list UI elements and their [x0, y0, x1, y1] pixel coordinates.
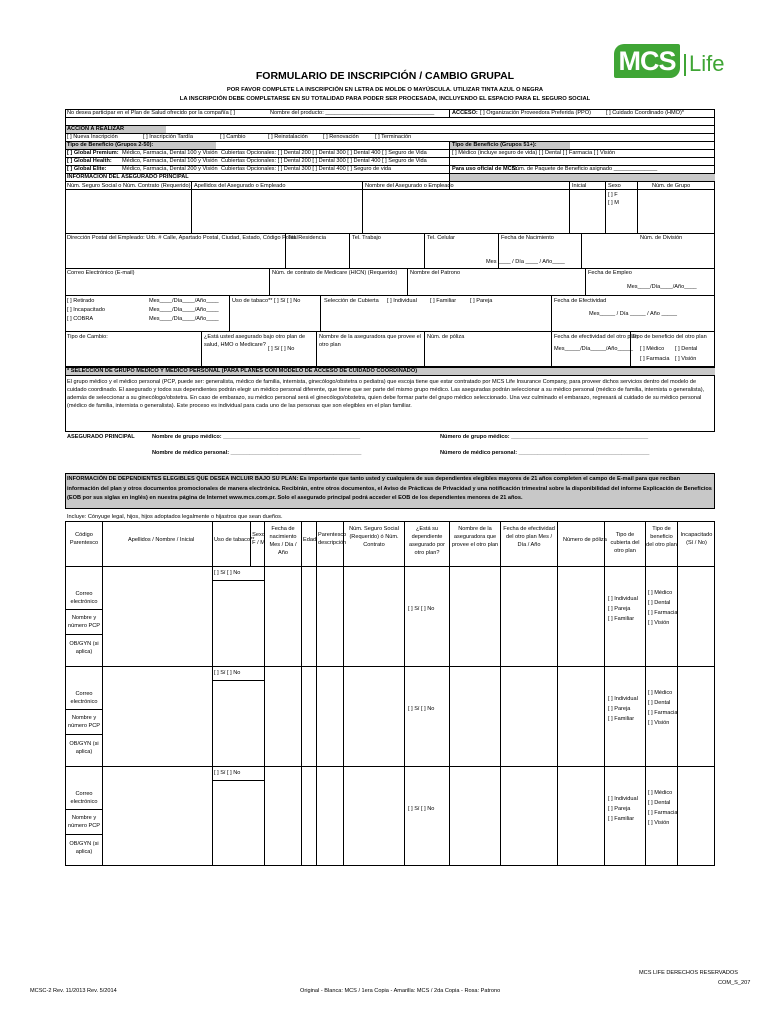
dep1-farmacia[interactable]: [ ] Farmacia: [648, 610, 678, 616]
global-premium-desc: Médico, Farmacia, Dental 100 y Visión: [122, 150, 218, 156]
nueva-inscripcion-checkbox[interactable]: [ ] Nueva Inscripción: [67, 134, 118, 140]
dep2-dental[interactable]: [ ] Dental: [648, 700, 671, 706]
dep3-farmacia[interactable]: [ ] Farmacia: [648, 810, 678, 816]
asegurado-principal-label: ASEGURADO PRINCIPAL: [67, 434, 135, 440]
dep1-dental[interactable]: [ ] Dental: [648, 600, 671, 606]
fecha-efectividad-label: Fecha de Efectividad: [554, 298, 607, 304]
global-elite-opcionales[interactable]: Cubiertas Opcionales: [ ] Dental 300 [ ] Dental 400 [ ] Seguro de vida: [221, 166, 392, 172]
global-premium-checkbox[interactable]: [ ] Global Premium:: [67, 150, 119, 156]
acceso-ppo-checkbox[interactable]: [ ] Organización Proveedora Preferida (PPO): [480, 110, 591, 116]
cobra-fecha[interactable]: Mes____/Día____/Año____: [149, 316, 219, 322]
grupo-medico-field[interactable]: Nombre de grupo médico: ____________________________________________: [152, 434, 361, 440]
tipo-cambio-field[interactable]: Tipo de Cambio:: [67, 334, 108, 340]
no-desea-participar[interactable]: No desea participar en el Plan de Salud ofrecido por la compañía [ ]: [67, 110, 235, 116]
col-num-seguro-social: Núm. Seguro Social (Requerido) ó Núm. Contrato: [349, 526, 399, 548]
sexo-m-checkbox[interactable]: [ ] M: [608, 200, 619, 206]
num-poliza-field[interactable]: Núm. de póliza: [427, 334, 465, 340]
asegurado-section-title: INFORMACIÓN DEL ASEGURADO PRINCIPAL: [67, 174, 189, 180]
nombre-producto-field[interactable]: Nombre del producto: ___________________________________: [270, 110, 435, 116]
terminacion-checkbox[interactable]: [ ] Terminación: [375, 134, 412, 140]
otro-medico-checkbox[interactable]: [ ] Médico: [640, 346, 665, 352]
dep1-medico[interactable]: [ ] Médico: [648, 590, 673, 596]
dep1-individual[interactable]: [ ] Individual: [608, 596, 638, 602]
dep1-obgyn-label: OB/GYN (si aplica): [69, 641, 99, 655]
uso-tabaco-checkbox[interactable]: Uso de tabaco** [ ] Sí [ ] No: [232, 298, 301, 304]
dep3-dental[interactable]: [ ] Dental: [648, 800, 671, 806]
aseguradora-otro-plan-field[interactable]: Nombre de la aseguradora que provee el otro plan: [319, 334, 421, 348]
dep2-individual[interactable]: [ ] Individual: [608, 696, 638, 702]
efectividad-otro-plan-label: Fecha de efectividad del otro plan: [554, 334, 638, 340]
pcp-description: El grupo médico y el médico personal (PCP, puede ser: generalista, médico de familia, internista, ginecólogo/obstetra o pediatra) que escoja tiene que estar contratado por MCS Life Insurance Company, para proveer dichos servicios dentro del modelo de cuidado coordinado. El asegurado y todos sus dependientes podrán elegir un médico personal diferente, que tiene que ser parte del mismo grupo médico. Las aseguradas podrán seleccionar a su médico personal (médico de familia, internista o generalista), además de seleccionar a su ginecólogo/obstetra. En caso de embarazo, su médico personal será el ginecólogo/obstetra, quien debe formar parte del grupo médico seleccionado. Una vez culminado el embarazo, regresará al cuidado de su médico personal (médico de familia, internista o generalista). Este proceso es individual para cada uno de las personas que son elegibles en el plan familiar.: [67, 379, 705, 409]
reinstalacion-checkbox[interactable]: [ ] Reinstalación: [268, 134, 308, 140]
numero-medico-personal-field[interactable]: Número de médico personal: __________________________________________: [440, 450, 650, 456]
dep3-individual[interactable]: [ ] Individual: [608, 796, 638, 802]
global-elite-desc: Médico, Farmacia, Dental 200 y Visión: [122, 166, 218, 172]
sexo-label: Sexo: [608, 183, 621, 189]
num-division-field[interactable]: Núm. de División: [640, 235, 683, 241]
dep2-obgyn-label: OB/GYN (si aplica): [69, 741, 99, 755]
global-health-checkbox[interactable]: [ ] Global Health:: [67, 158, 112, 164]
dep1-pareja[interactable]: [ ] Pareja: [608, 606, 631, 612]
apellidos-field[interactable]: Apellidos del Asegurado o Empleado: [194, 183, 286, 189]
otro-farmacia-checkbox[interactable]: [ ] Farmacia: [640, 356, 670, 362]
tipo-beneficio-51: Tipo de Beneficio (Grupos 51+):: [452, 142, 537, 148]
nombre-field[interactable]: Nombre del Asegurado o Empleado: [365, 183, 454, 189]
incapacitado-fecha[interactable]: Mes____/Día____/Año____: [149, 307, 219, 313]
correo-electronico-field[interactable]: Correo Electrónico (E-mail): [67, 270, 135, 276]
logo-life: Life: [689, 51, 725, 76]
cubierta-familiar-checkbox[interactable]: [ ] Familiar: [430, 298, 457, 304]
form-title: FORMULARIO DE INSCRIPCIÓN / CAMBIO GRUPAL: [255, 70, 515, 82]
otro-dental-checkbox[interactable]: [ ] Dental: [675, 346, 698, 352]
global-health-desc: Médico, Farmacia, Dental 100 y Visión: [122, 158, 218, 164]
dep2-vision[interactable]: [ ] Visión: [648, 720, 670, 726]
dep1-correo-label: Correo electrónico: [70, 591, 98, 605]
dep2-correo-label: Correo electrónico: [70, 691, 98, 705]
retirado-fecha[interactable]: Mes____/Día____/Año____: [149, 298, 219, 304]
dep3-tabaco[interactable]: [ ] Sí [ ] No: [214, 770, 241, 776]
col-parentesco: Parentesco descripción: [318, 532, 347, 546]
dep1-tabaco[interactable]: [ ] Sí [ ] No: [214, 570, 241, 576]
col-uso-tabaco: Uso de tabaco**: [214, 537, 255, 543]
dep3-obgyn-label: OB/GYN (si aplica): [69, 841, 99, 855]
global-health-opcionales[interactable]: Cubiertas Opcionales: [ ] Dental 200 [ ] Dental 300 [ ] Dental 400 [ ] Seguro de Vida: [221, 158, 427, 164]
dep1-vision[interactable]: [ ] Visión: [648, 620, 670, 626]
dep2-pareja[interactable]: [ ] Pareja: [608, 706, 631, 712]
dep2-familiar[interactable]: [ ] Familiar: [608, 716, 635, 722]
tel-residencia-field[interactable]: Tel. Residencia: [288, 235, 326, 241]
col-num-poliza: Número de póliza: [563, 537, 607, 543]
footer-derechos: MCS LIFE DERECHOS RESERVADOS: [639, 970, 738, 976]
dep1-otro-plan[interactable]: [ ] Sí [ ] No: [408, 606, 435, 612]
renovacion-checkbox[interactable]: [ ] Renovación: [323, 134, 359, 140]
dep2-pcp-label: Nombre y número PCP: [67, 715, 101, 729]
dep2-tabaco[interactable]: [ ] Sí [ ] No: [214, 670, 241, 676]
dep3-pareja[interactable]: [ ] Pareja: [608, 806, 631, 812]
nombre-patrono-field[interactable]: Nombre del Patrono: [410, 270, 461, 276]
num-grupo-field[interactable]: Núm. de Grupo: [652, 183, 691, 189]
dep3-otro-plan[interactable]: [ ] Sí [ ] No: [408, 806, 435, 812]
incluye-text: Incluye: Cónyuge legal, hijos, hijos adoptados legalmente o hijastros que sean dueños.: [67, 514, 283, 520]
col-tipo-beneficio: Tipo de beneficio del otro plan: [646, 526, 677, 548]
col-nombre-aseguradora: Nombre de la aseguradora que provee el otro plan: [451, 526, 499, 548]
logo-mcs: MCS: [614, 44, 680, 78]
fecha-empleo-label: Fecha de Empleo: [588, 270, 632, 276]
dep3-correo-label: Correo electrónico: [70, 791, 98, 805]
medicare-hicn-field[interactable]: Núm. de contrato de Medicare (HICN) (Requerido): [272, 270, 398, 276]
acceso-hmo-checkbox[interactable]: [ ] Cuidado Coordinado (HMO)*: [606, 110, 685, 116]
fecha-empleo-field[interactable]: Mes____/Día____/Año____: [627, 284, 697, 290]
col-fecha-efectividad: Fecha de efectividad del otro plan Mes / Día / Año: [503, 526, 555, 548]
tipo-beneficio-otro-label: Tipo de beneficio del otro plan: [632, 334, 707, 340]
cubierta-pareja-checkbox[interactable]: [ ] Pareja: [470, 298, 493, 304]
col-incapacitado: Incapacitado (Sí / No): [680, 532, 713, 546]
footer-revision: MCSC-2 Rev. 11/2013 Rev. 5/2014: [30, 988, 117, 994]
cobra-checkbox[interactable]: [ ] COBRA: [67, 316, 94, 322]
col-dependiente-asegurado: ¿Está su dependiente asegurado por otro plan?: [408, 526, 446, 556]
instruction-2: LA INSCRIPCIÓN DEBE COMPLETARSE EN SU TOTALIDAD PARA PODER SER PROCESADA, INCLUYENDO EL ESPACIO PARA EL SEGURO SOCIAL: [179, 96, 591, 102]
pcp-section-title: * SELECCIÓN DE GRUPO MÉDICO Y MÉDICO PERSONAL (PARA PLANES CON MODELO DE ACCESO DE CUIDADO COORDINADO): [67, 368, 418, 374]
direccion-postal-field[interactable]: Dirección Postal del Empleado: Urb. # Calle, Apartado Postal, Ciudad, Estado, Código Postal: [67, 235, 298, 241]
dep3-pcp-label: Nombre y número PCP: [67, 815, 101, 829]
col-edad: Edad: [303, 537, 317, 543]
otro-plan-pregunta: ¿Está usted asegurado bajo otro plan de salud, HMO o Medicare?: [204, 334, 306, 348]
acceso-label: ACCESO:: [452, 110, 478, 116]
footer-copias: Original - Blanca: MCS / 1era Copia - Amarilla: MCS / 2da Copia - Rosa: Patrono: [300, 988, 501, 994]
global-elite-checkbox[interactable]: [ ] Global Elite:: [67, 166, 107, 172]
fecha-nacimiento-label: Fecha de Nacimiento: [501, 235, 554, 241]
beneficio-51-opciones[interactable]: [ ] Médico (incluye seguro de vida) [ ] Dental [ ] Farmacia [ ] Visión: [452, 150, 616, 156]
dep3-familiar[interactable]: [ ] Familiar: [608, 816, 635, 822]
instruction-1: POR FAVOR COMPLETE LA INSCRIPCIÓN EN LETRA DE MOLDE O MAYÚSCULA. UTILIZAR TINTA AZUL O NEGRA: [226, 87, 544, 93]
dependientes-table: [65, 521, 715, 866]
paquete-beneficio-field[interactable]: Núm. de Paquete de Beneficio asignado ______________: [512, 166, 658, 172]
dep2-otro-plan[interactable]: [ ] Sí [ ] No: [408, 706, 435, 712]
medico-personal-field[interactable]: Nombre de médico personal: __________________________________________: [152, 450, 362, 456]
fecha-nacimiento-field[interactable]: Mes ____ / Día ____ / Año____: [486, 259, 565, 265]
otro-vision-checkbox[interactable]: [ ] Visión: [675, 356, 697, 362]
footer-codigo: COM_S_207: [718, 980, 751, 986]
dep3-medico[interactable]: [ ] Médico: [648, 790, 673, 796]
dep2-farmacia[interactable]: [ ] Farmacia: [648, 710, 678, 716]
cambio-checkbox[interactable]: [ ] Cambio: [220, 134, 246, 140]
dep1-familiar[interactable]: [ ] Familiar: [608, 616, 635, 622]
global-premium-opcionales[interactable]: Cubiertas Opcionales: [ ] Dental 200 [ ] Dental 300 [ ] Dental 400 [ ] Seguro de Vida: [221, 150, 427, 156]
numero-grupo-medico-field[interactable]: Número de grupo médico: ____________________________________________: [440, 434, 649, 440]
col-sexo: Sexo F / M: [252, 532, 265, 546]
col-fecha-nacimiento: Fecha de nacimiento Mes / Día / Año: [269, 526, 297, 556]
uso-oficial-label: Para uso oficial de MCS:: [452, 166, 518, 172]
fecha-efectividad-field[interactable]: Mes_____ / Día _____ / Año _____: [589, 311, 678, 317]
retirado-checkbox[interactable]: [ ] Retirado: [67, 298, 95, 304]
inicial-field[interactable]: Inicial: [572, 183, 587, 189]
sexo-f-checkbox[interactable]: [ ] F: [608, 192, 618, 198]
col-codigo-parentesco: Código Parentesco: [69, 532, 99, 546]
dep1-pcp-label: Nombre y número PCP: [67, 615, 101, 629]
tipo-beneficio-2-50: Tipo de Beneficio (Grupos 2-50):: [67, 142, 154, 148]
efectividad-otro-plan-field[interactable]: Mes_____/Día_____/Año_____: [554, 346, 633, 352]
col-tipo-cubierta: Tipo de cubierta del otro plan: [610, 532, 640, 554]
incapacitado-checkbox[interactable]: [ ] Incapacitado: [67, 307, 105, 313]
otro-plan-si-no[interactable]: [ ] Sí [ ] No: [268, 346, 295, 352]
num-seguro-social-field[interactable]: Núm. Seguro Social o Núm. Contrato (Requerido): [67, 183, 191, 189]
tel-celular-field[interactable]: Tel. Celular: [427, 235, 455, 241]
cubierta-individual-checkbox[interactable]: [ ] Individual: [387, 298, 417, 304]
dep3-vision[interactable]: [ ] Visión: [648, 820, 670, 826]
tel-trabajo-field[interactable]: Tel. Trabajo: [352, 235, 381, 241]
inscripcion-tardia-checkbox[interactable]: [ ] Inscripción Tardía: [143, 134, 193, 140]
dependientes-info-text: INFORMACIÓN DE DEPENDIENTES ELEGIBLES QUE DESEA INCLUIR BAJO SU PLAN: Es importante que tanto usted y cualquiera de sus dependientes elegibles mayores de 21 años completen el campo de E-mail para que reciban información del plan y otros documentos promocionales de manera electrónica. Recibirán, entre otros documentos, el Aviso de Prácticas de Privacidad y una notificación trimestral sobre la disponibilidad del informe Explicación de Beneficios (EOB por sus siglas en inglés) en nuestra página de Internet www.mcs.com.pr. Solo el asegurado principal podrá acceder el EOB de los dependientes menores de 21 años.: [67, 476, 712, 501]
col-apellidos: Apellidos / Nombre / Inicial: [128, 537, 195, 543]
accion-label: ACCIÓN A REALIZAR: [67, 126, 125, 132]
dep2-medico[interactable]: [ ] Médico: [648, 690, 673, 696]
seleccion-cubierta-label: Selección de Cubierta: [324, 298, 379, 304]
